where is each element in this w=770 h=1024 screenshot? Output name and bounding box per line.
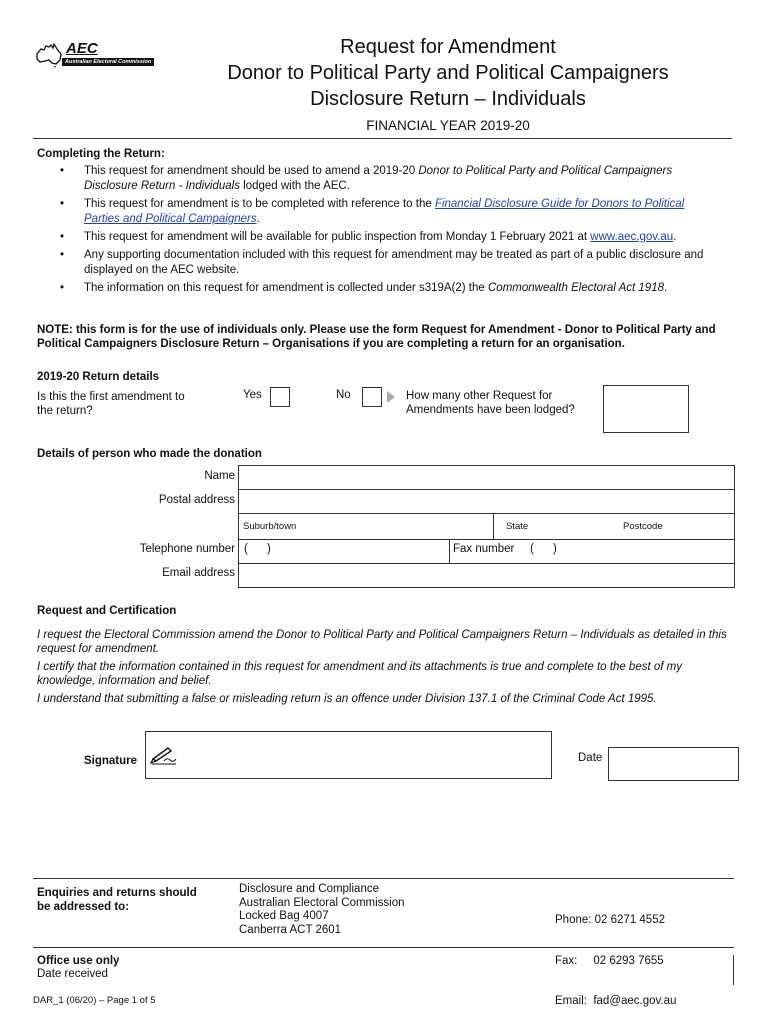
email-contact: Email: fad@aec.gov.au	[555, 995, 677, 1007]
note-text: NOTE: this form is for the use of individuals only. Please use the form Request for Amendment - Donor to Political Party and Political Campaigners Disclosure Return – Organisations if you are completing a return for an organisation.	[37, 324, 716, 350]
page-title	[170, 34, 726, 112]
date-received-label: Date received	[37, 968, 108, 980]
first-amendment-question: Is this the first amendment to the return?	[37, 391, 185, 417]
pen-icon	[150, 745, 178, 765]
postal-address-field[interactable]	[238, 489, 735, 514]
date-field[interactable]	[608, 747, 739, 781]
office-use-heading: Office use only	[37, 955, 120, 967]
arrow-right-icon	[386, 391, 396, 403]
yes-checkbox[interactable]	[270, 387, 290, 407]
certification-heading: Request and Certification	[37, 605, 177, 617]
return-details-heading: 2019-20 Return details	[37, 371, 160, 383]
postal-address-label: Postal address	[158, 494, 235, 506]
enquiries-contact	[555, 887, 676, 1022]
signature-label: Signature	[84, 755, 138, 767]
name-field[interactable]	[238, 465, 735, 490]
logo-abbr: AEC	[66, 40, 98, 57]
certification-certify: I certify that the information contained in this request for amendment and its attachments is true and complete to the best of my knowledge, information and belief.	[37, 661, 682, 687]
date-label: Date	[578, 752, 603, 764]
other-amendments-question: How many other Request for Amendments have been lodged?	[406, 390, 575, 416]
completing-heading: Completing the Return:	[37, 148, 165, 160]
no-checkbox[interactable]	[362, 387, 382, 407]
fax-area-code: ( )	[530, 543, 557, 555]
state-divider	[493, 513, 494, 540]
title-line-1: Request for Amendment	[340, 36, 556, 58]
list-item: • This request for amendment will be available for public inspection from Monday 1 February 2021 at www.aec.gov.au.	[60, 230, 720, 245]
aec-logo	[34, 40, 174, 74]
suburb-label: Suburb/town	[243, 521, 297, 532]
signature-field[interactable]	[145, 731, 552, 779]
enquiries-heading: Enquiries and returns should be addressed to:	[37, 887, 197, 913]
email-label: Email address	[162, 567, 235, 579]
fax-field[interactable]	[527, 539, 735, 564]
list-item: • This request for amendment should be used to amend a 2019-20 Donor to Political Party and Political Campaigners Disclosure Return - Individuals lodged with the AEC.	[60, 164, 720, 194]
other-amendments-count-field[interactable]	[603, 385, 689, 433]
telephone-label: Telephone number	[139, 543, 235, 555]
australia-map-icon	[34, 40, 64, 70]
header-divider	[33, 138, 732, 139]
title-line-2: Donor to Political Party and Political Campaigners	[227, 62, 669, 84]
page-footer: DAR_1 (06/20) – Page 1 of 5	[33, 995, 156, 1006]
office-divider	[33, 947, 734, 948]
telephone-area-code: ( )	[244, 543, 271, 555]
instructions-list	[60, 164, 720, 299]
certification-request: I request the Electoral Commission amend the Donor to Political Party and Political Campaigners Return – Individuals as detailed in this request for amendment.	[37, 629, 727, 655]
no-label: No	[336, 389, 351, 401]
state-label: State	[506, 521, 529, 532]
enquiries-divider	[33, 878, 734, 879]
postcode-label: Postcode	[623, 521, 663, 532]
phone-number: Phone: 02 6271 4552	[555, 914, 665, 926]
financial-year: FINANCIAL YEAR 2019-20	[366, 118, 530, 133]
logo-name: Australian Electoral Commission	[62, 58, 154, 66]
fax-number: Fax: 02 6293 7655	[555, 954, 664, 967]
fax-label: Fax number	[453, 543, 515, 555]
title-line-3: Disclosure Return – Individuals	[310, 88, 586, 110]
person-heading: Details of person who made the donation	[37, 448, 262, 460]
email-field[interactable]	[238, 563, 735, 588]
yes-label: Yes	[243, 389, 262, 401]
aec-website-link[interactable]: www.aec.gov.au	[590, 231, 674, 243]
enquiries-address: Disclosure and Compliance Australian Electoral Commission Locked Bag 4007 Canberra ACT 2601	[239, 883, 405, 936]
office-use-edge	[733, 955, 734, 985]
certification-understand: I understand that submitting a false or misleading return is an offence under Division 137.1 of the Criminal Code Act 1995.	[37, 693, 657, 705]
list-item: • Any supporting documentation included with this request for amendment may be treated as part of a public disclosure and displayed on the AEC website.	[60, 248, 720, 278]
disclosure-guide-link[interactable]: Financial Disclosure Guide for Donors to Political Parties and Political Campaigners	[84, 198, 685, 225]
name-label: Name	[204, 470, 235, 482]
list-item: • The information on this request for amendment is collected under s319A(2) the Commonwealth Electoral Act 1918.	[60, 281, 720, 296]
list-item: • This request for amendment is to be completed with reference to the Financial Disclosure Guide for Donors to Political Parties and Political Campaigners.	[60, 197, 720, 227]
